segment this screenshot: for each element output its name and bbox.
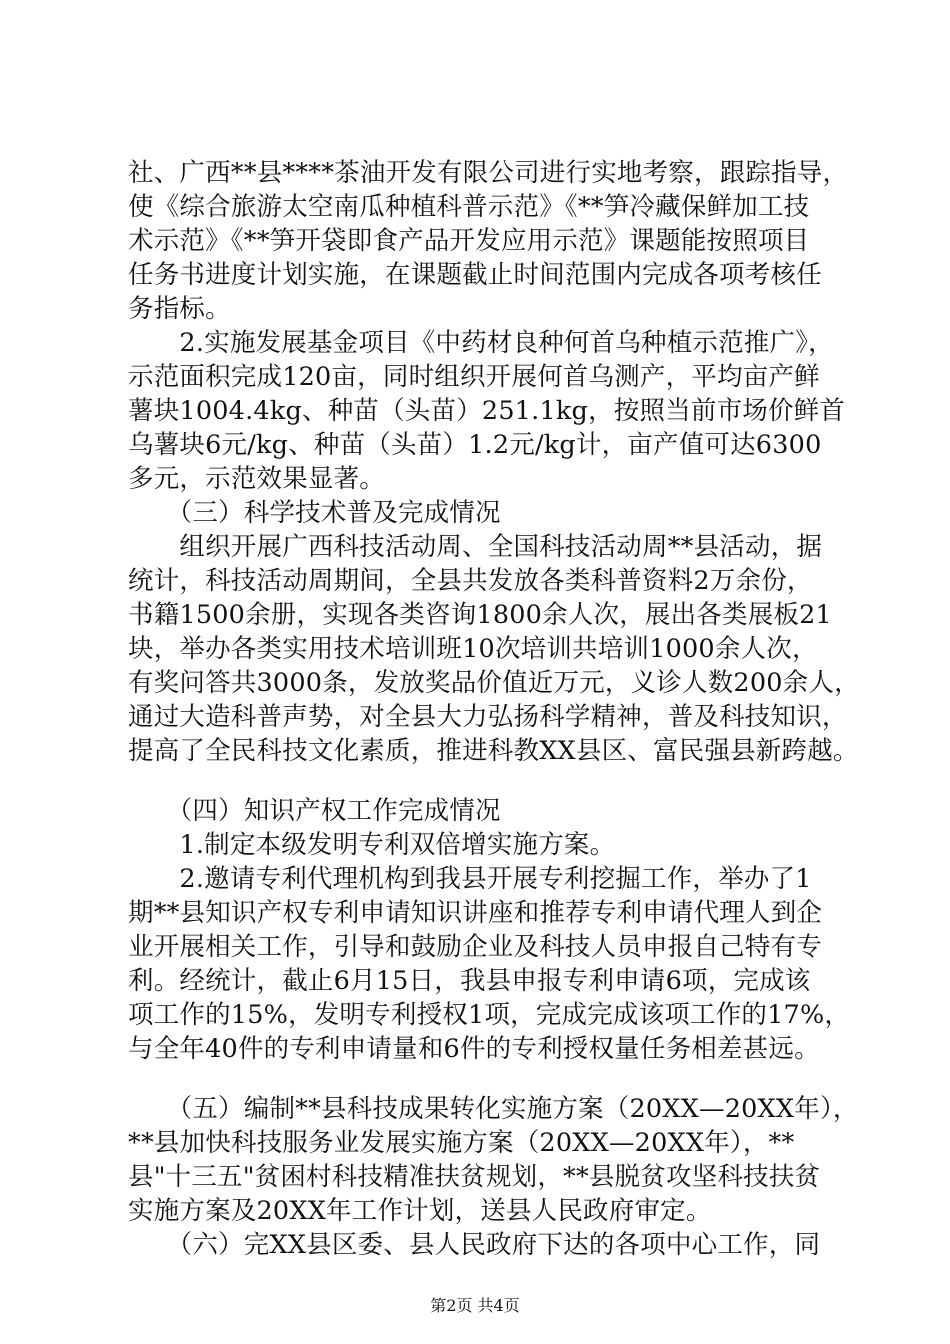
body-text-line: 多元，示范效果显著。 [128, 464, 386, 494]
body-text-line: 有奖问答共3000条，发放奖品价值近万元，义诊人数200余人， [128, 668, 860, 698]
body-text-line: 术示范》《**笋开袋即食产品开发应用示范》课题能按照项目 [128, 226, 810, 256]
body-text-line: 统计，科技活动周期间，全县共发放各类科普资料2万余份， [128, 566, 813, 596]
body-text-line: 县"十三五"贫困村科技精准扶贫规划，**县脱贫攻坚科技扶贫 [128, 1162, 821, 1192]
section-heading-5: （五）编制**县科技成果转化实施方案（20XX—20XX年）， [128, 1094, 859, 1124]
body-text-line: 与全年40件的专利申请量和6件的专利授权量任务相差甚远。 [128, 1034, 820, 1064]
body-text-line: 1.制定本级发明专利双倍增实施方案。 [128, 830, 616, 860]
body-text-line: 书籍1500余册，实现各类咨询1800余人次，展出各类展板21 [128, 600, 832, 630]
body-text-line: 任务书进度计划实施，在课题截止时间范围内完成各项考核任 [128, 260, 822, 290]
body-text-line: （六）完XX县区委、县人民政府下达的各项中心工作，同 [128, 1230, 821, 1260]
body-text-line: 薯块1004.4kg、种苗（头苗）251.1kg，按照当前市场价鲜首 [128, 396, 846, 426]
body-text-line: 利。经统计，截止6月15日，我县申报专利申请6项，完成该 [128, 966, 811, 996]
body-text-line: 块，举办各类实用技术培训班10次培训共培训1000余人次， [128, 634, 818, 664]
page-footer: 第2页 共4页 [430, 1296, 520, 1315]
section-heading-3: （三）科学技术普及完成情况 [128, 498, 501, 528]
body-text-line: 通过大造科普声势，对全县大力弘扬科学精神，普及科技知识， [128, 702, 848, 732]
body-text-line: 组织开展广西科技活动周、全国科技活动周**县活动，据 [128, 532, 823, 562]
body-text-line: 期**县知识产权专利申请知识讲座和推荐专利申请代理人到企 [128, 898, 823, 928]
body-text-line: 务指标。 [128, 294, 231, 324]
body-text-line: 项工作的15%，发明专利授权1项，完成完成该项工作的17%， [128, 1000, 851, 1030]
body-text-line: 实施方案及20XX年工作计划，送县人民政府审定。 [128, 1196, 712, 1226]
body-text-line: 业开展相关工作，引导和鼓励企业及科技人员申报自己特有专 [128, 932, 822, 962]
body-text-line: 示范面积完成120亩，同时组织开展何首乌测产，平均亩产鲜 [128, 362, 820, 392]
body-text-line: 2.实施发展基金项目《中药材良种何首乌种植示范推广》， [128, 328, 834, 358]
section-heading-4: （四）知识产权工作完成情况 [128, 796, 501, 826]
body-text-line: 使《综合旅游太空南瓜种植科普示范》《**笋冷藏保鲜加工技 [128, 192, 810, 222]
body-text-line: 2.邀请专利代理机构到我县开展专利挖掘工作，举办了1 [128, 864, 812, 894]
body-text-line: 提高了全民科技文化素质，推进科教XX县区、富民强县新跨越。 [128, 736, 859, 766]
body-text-line: 乌薯块6元/kg、种苗（头苗）1.2元/kg计，亩产值可达6300 [128, 430, 822, 460]
body-text-line: **县加快科技服务业发展实施方案（20XX—20XX年），** [128, 1128, 795, 1158]
body-text-line: 社、广西**县****茶油开发有限公司进行实地考察，跟踪指导， [128, 158, 849, 188]
